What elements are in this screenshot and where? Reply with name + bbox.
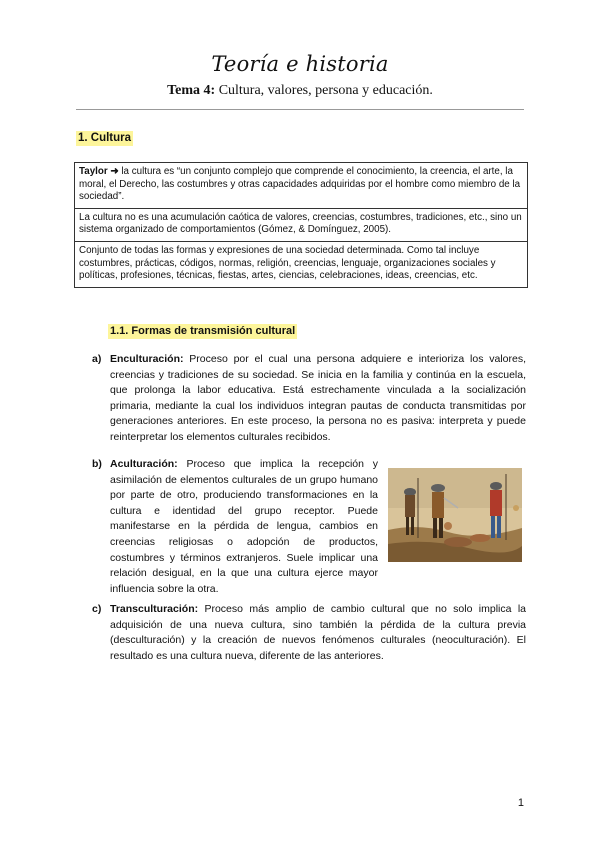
list-item-label: c) <box>92 603 102 615</box>
subtitle-label: Tema 4: <box>167 83 216 98</box>
list-item-text: Proceso que implica la recepción y asimilación de elementos culturales de un grupo humano por parte de otro, produciendo transformaciones en la cultura e identidad del grupo receptor. Puede manifestarse en la pérdida de lengua, cambios en creencias religiosas o adopción de productos, costumbres y términos extranjeros. Suele implicar una relación desigual, en la que una cultura ejerce mayor influencia sobre la otra. <box>110 458 378 595</box>
list-item-term: Enculturación: <box>110 353 184 365</box>
list-item-label: a) <box>92 353 102 365</box>
list-item-term: Aculturación: <box>110 458 178 470</box>
list-item-aculturacion <box>92 457 378 597</box>
arrow-right-icon: ➜ <box>110 166 119 177</box>
list-item-enculturacion <box>92 352 526 446</box>
subsection-heading-transmision: 1.1. Formas de transmisión cultural <box>110 325 296 337</box>
document-title: Teoría e historia <box>211 52 389 76</box>
list-item-term: Transculturación: <box>110 603 199 615</box>
conquest-illustration <box>388 468 522 562</box>
section-heading-cultura: 1. Cultura <box>78 132 132 144</box>
title-divider <box>76 109 524 110</box>
definition-taylor-text: la cultura es “un conjunto complejo que comprende el conocimiento, la creencia, el arte, la moral, el Derecho, las costumbres y otras capacidades adquiridas por el hombre como miembro de la sociedad”. <box>79 166 521 203</box>
subtitle-text: Cultura, valores, persona y educación. <box>218 83 433 98</box>
definition-taylor-term: Taylor <box>79 166 108 177</box>
definition-system: La cultura no es una acumulación caótica de valores, creencias, costumbres, tradiciones, etc., sino un sistema organizado de comportamientos (Gómez, & Domínguez, 2005). <box>75 208 527 241</box>
list-item-label: b) <box>92 458 102 470</box>
list-item-text: Proceso por el cual una persona adquiere e interioriza los valores, creencias y tradiciones de su sociedad. Se inicia en la familia y continúa en la escuela, que prolonga la labor educativa. Está estrechamente vinculada a la socialización primaria, mediante la cual los individuos integran pautas de conducta transmitidas por generaciones anteriores. En este proceso, la persona no es pasiva: interpreta y puede reinterpretar los elementos culturales recibidos. <box>110 353 526 443</box>
list-item-transculturacion <box>92 602 526 664</box>
definition-taylor <box>75 163 527 208</box>
document-subtitle <box>0 83 600 99</box>
page-number: 1 <box>517 797 524 809</box>
definition-forms: Conjunto de todas las formas y expresiones de una sociedad determinada. Como tal incluye costumbres, prácticas, códigos, normas, religión, creencias, lenguaje, organizaciones sociales y políticas, profesiones, técnicas, fiestas, artes, ciencias, celebraciones, ideas, creencias, etc. <box>75 241 527 287</box>
list-item-text: Proceso más amplio de cambio cultural que no solo implica la adquisición de una nueva cultura, sino también la pérdida de la cultura previa (desculturación) y la creación de nuevos fenómenos culturales (neoculturación). El resultado es una cultura nueva, diferente de las anteriores. <box>110 603 526 662</box>
definitions-table <box>74 162 528 288</box>
